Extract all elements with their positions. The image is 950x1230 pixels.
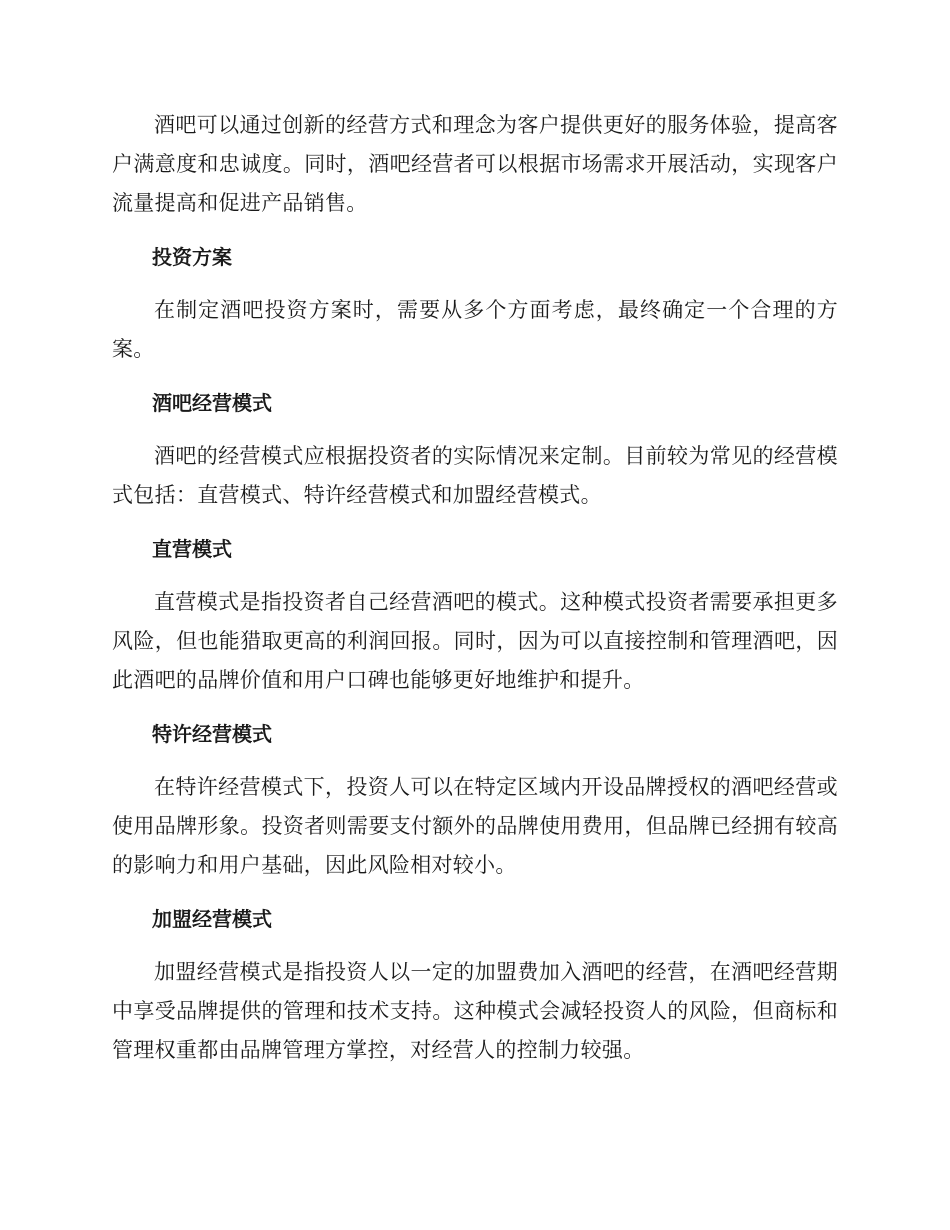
heading-direct-model: 直营模式 [152, 537, 232, 561]
document-page [112, 106, 838, 1070]
heading-investment-plan: 投资方案 [152, 245, 232, 269]
joining-model-paragraph: 加盟经营模式是指投资人以一定的加盟费加入酒吧的经营，在酒吧经营期中享受品牌提供的管理和技术支持。这种模式会减轻投资人的风险，但商标和管理权重都由品牌管理方掌控，对经营人的控制力较强。 [112, 960, 838, 1062]
franchise-model-paragraph: 在特许经营模式下，投资人可以在特定区域内开设品牌授权的酒吧经营或使用品牌形象。投资者则需要支付额外的品牌使用费用，但品牌已经拥有较高的影响力和用户基础，因此风险相对较小。 [112, 775, 838, 877]
investment-plan-paragraph: 在制定酒吧投资方案时，需要从多个方面考虑，最终确定一个合理的方案。 [112, 298, 838, 361]
business-model-paragraph: 酒吧的经营模式应根据投资者的实际情况来定制。目前较为常见的经营模式包括：直营模式、特许经营模式和加盟经营模式。 [112, 444, 838, 507]
heading-franchise-model: 特许经营模式 [152, 722, 272, 746]
intro-paragraph: 酒吧可以通过创新的经营方式和理念为客户提供更好的服务体验，提高客户满意度和忠诚度。同时，酒吧经营者可以根据市场需求开展活动，实现客户流量提高和促进产品销售。 [112, 113, 838, 215]
direct-model-paragraph: 直营模式是指投资者自己经营酒吧的模式。这种模式投资者需要承担更多风险，但也能猎取更高的利润回报。同时，因为可以直接控制和管理酒吧，因此酒吧的品牌价值和用户口碑也能够更好地维护和提升。 [112, 590, 838, 692]
heading-bar-business-model: 酒吧经营模式 [152, 391, 272, 415]
heading-joining-model: 加盟经营模式 [152, 907, 272, 931]
